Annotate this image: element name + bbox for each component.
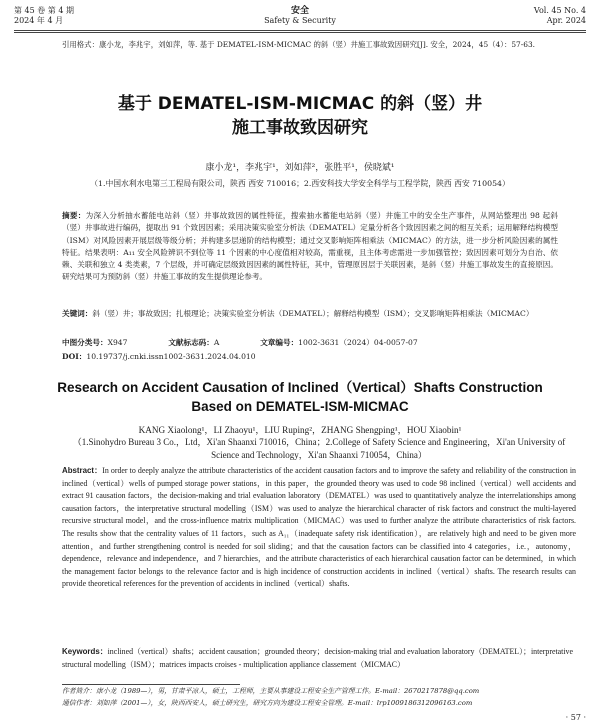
- en-authors: KANG Xiaolong¹，LI Zhaoyu¹，LIU Ruping²，ZHANG Shengping¹，HOU Xiaobin¹: [138, 425, 462, 435]
- journal-issue-info: 第 45 卷 第 4 期 2024 年 4 月: [14, 6, 74, 25]
- cn-keywords: [62, 308, 558, 320]
- journal-volume-info: Vol. 45 No. 4 Apr. 2024: [533, 6, 586, 25]
- cn-keywords-label: 关键词：: [62, 309, 93, 318]
- doi-value: 10.19737/j.cnki.issn1002-3631.2024.04.010: [86, 352, 256, 361]
- en-abstract-text: In order to deeply analyze the attribute characteristics of the accident causation factors and to improve the safety and reliability of the construction in inclined（vertical）wells of pumped storage power stations，in this paper，the grounded theory was used to code 98 inclined（vertical）well accidents and extract 91 causation factors，the decision-making and trial evaluation laboratory（DEMATEL）was used to quantitatively analyze the interrelationships among causation factors，the interpretative structural modelling（ISM）was used to analyze the hierarchical character of risk factors and construct the multi-layered recursive structural model，and the cross-influence matrix multiplication（MICMAC）was used to further analyze the attribute characteristics of risk factors. The results show that the centrality values of 11 factors，such as A₁₁（inadequate safety risk identification），are relatively high and need to be given more attention，and further strengthening control is needed for soil sliding；and that the causation factors can be classified into 4 categories，i.e.，autonomy，dependence，relevance and independence，and 7 hierarchies，and the attribute characteristics of each hierarchical causation factor can be determined，in which the management factor belongs to the relevance factor and is high incidence of construction accidents in inclined（vertical）shafts. The research results can provide theoretical references for the prevention of accidents in inclined（vertical）shafts.: [62, 466, 577, 589]
- en-abstract-label: Abstract：: [62, 466, 103, 475]
- doi-row: DOI：10.19737/j.cnki.issn1002-3631.2024.04.010: [62, 352, 256, 361]
- en-affiliation: （1.Sinohydro Bureau 3 Co.，Ltd，Xi'an Shaanxi 710016，China；2.College of Safety Science and Engineering，Xi'an University of Science and Technology，Xi'an Shaanxi 710054，China）: [72, 437, 566, 460]
- document-code: A: [213, 338, 220, 347]
- en-keywords: [62, 646, 576, 671]
- citation-format: 引用格式：康小龙，李兆宇，刘如萍，等. 基于 DEMATEL-ISM-MICMAC 的斜（竖）井施工事故致因研究[J]. 安全，2024，45（4）：57-63.: [62, 40, 536, 49]
- cn-authors: 康小龙¹，李兆宇¹，刘如萍²，张胜平¹，侯晓斌¹: [205, 163, 395, 173]
- journal-name: 安全 Safety & Security: [264, 6, 336, 25]
- cn-abstract-label: 摘要：: [62, 211, 86, 220]
- header-rule-2: [14, 32, 586, 33]
- article-number: 1002-3631（2024）04-0057-07: [298, 338, 418, 347]
- en-title: Research on Accident Causation of Inclined（Vertical）Shafts Construction Based on DEMATEL-ISM-MICMAC: [57, 380, 543, 414]
- footnote-first-author: 作者简介：康小龙（1989—），男，甘肃平凉人，硕士，工程师，主要从事建设工程安全生产管理工作。E-mail：2670217878@qq.com: [62, 687, 480, 695]
- page-number: · 57 ·: [565, 713, 586, 722]
- cn-keywords-text: 斜（竖）井；事故致因；扎根理论；决策实验室分析法（DEMATEL）；解释结构模型（ISM）；交叉影响矩阵相乘法（MICMAC）: [92, 309, 534, 318]
- classification-row: 中图分类号：X947 文献标志码：A 文章编号：1002-3631（2024）04-0057-07: [62, 338, 418, 347]
- cn-abstract-text: 为深入分析抽水蓄能电站斜（竖）井事故致因的属性特征，搜索抽水蓄能电站斜（竖）井施工中的安全生产事件，从网站整理出 98 起斜（竖）井事故进行编码，提取出 91 个致因因素；采用决策实验室分析法（DEMATEL）定量分析各个致因因素之间的相互关系；运用解释结构模型（ISM）对风险因素开展层级等级分析；并构建多层递阶的结构模型；通过交叉影响矩阵相乘法（MICMAC）的方法，进一步分析风险因素的属性特征。结果表明：A₁₁ 安全风险辨识不到位等 11 个因素的中心度值相对较高，需重视，且主体考虑需进一步加强管控；致因因素可划分为自治、依赖、关联和独立 4 类类素，7 个层级，并可确定层级致因因素的属性特征，其中，管理原因层于关联因素，是斜（竖）井施工事故发生的直接原因。研究结果可为预防斜（竖）井施工事故的发生提供理论参考。: [62, 211, 559, 282]
- cn-abstract: [62, 210, 558, 284]
- en-keywords-label: Keywords：: [62, 647, 108, 656]
- footnote-rule: [62, 684, 240, 685]
- en-abstract: [62, 465, 576, 591]
- clc-number: X947: [107, 338, 128, 347]
- running-header: [14, 6, 586, 28]
- en-keywords-text: inclined（vertical）shafts；accident causation；grounded theory；decision-making trial and evaluation laboratory（DEMATEL）；interpretative structural modelling（ISM）；matrices impacts croises - multiplication appliance classement（MICMAC）: [62, 647, 574, 669]
- cn-affiliation: （1.中国水利水电第三工程局有限公司，陕西 西安 710016；2.西安科技大学安全科学与工程学院，陕西 西安 710054）: [90, 179, 510, 188]
- cn-title: 基于 DEMATEL-ISM-MICMAC 的斜（竖）井 施工事故致因研究: [117, 94, 483, 138]
- header-rule-1: [14, 30, 586, 31]
- footnote-corresponding-author: 通信作者：刘如萍（2001—），女，陕西西安人，硕士研究生，研究方向为建设工程安全管理。E-mail：lrp1009186312096163.com: [62, 699, 473, 707]
